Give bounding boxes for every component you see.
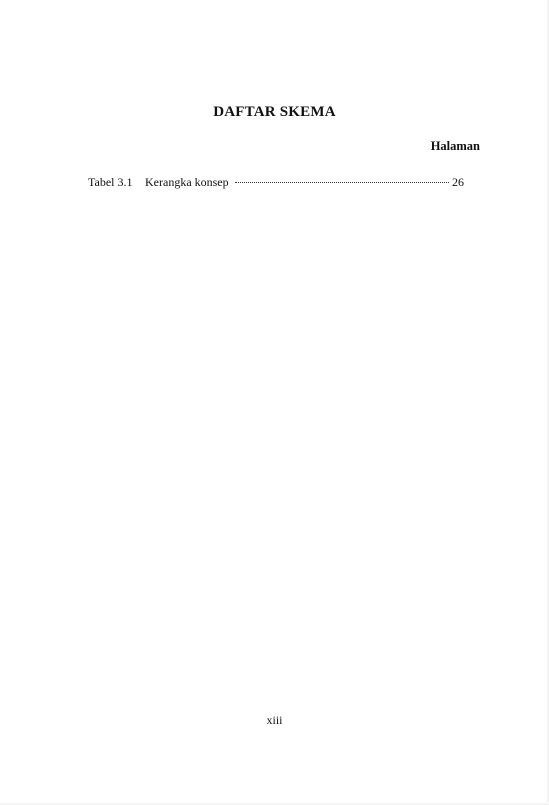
entry-label: Tabel 3.1: [88, 175, 133, 189]
footer-page-number: xiii: [266, 713, 283, 727]
entry-page-number: 26: [452, 175, 464, 189]
list-item: [88, 175, 464, 191]
entry-title: Kerangka konsep: [145, 175, 229, 189]
page-column-header: Halaman: [430, 139, 480, 153]
page-title: DAFTAR SKEMA: [213, 104, 336, 120]
dot-leader: [235, 182, 449, 183]
